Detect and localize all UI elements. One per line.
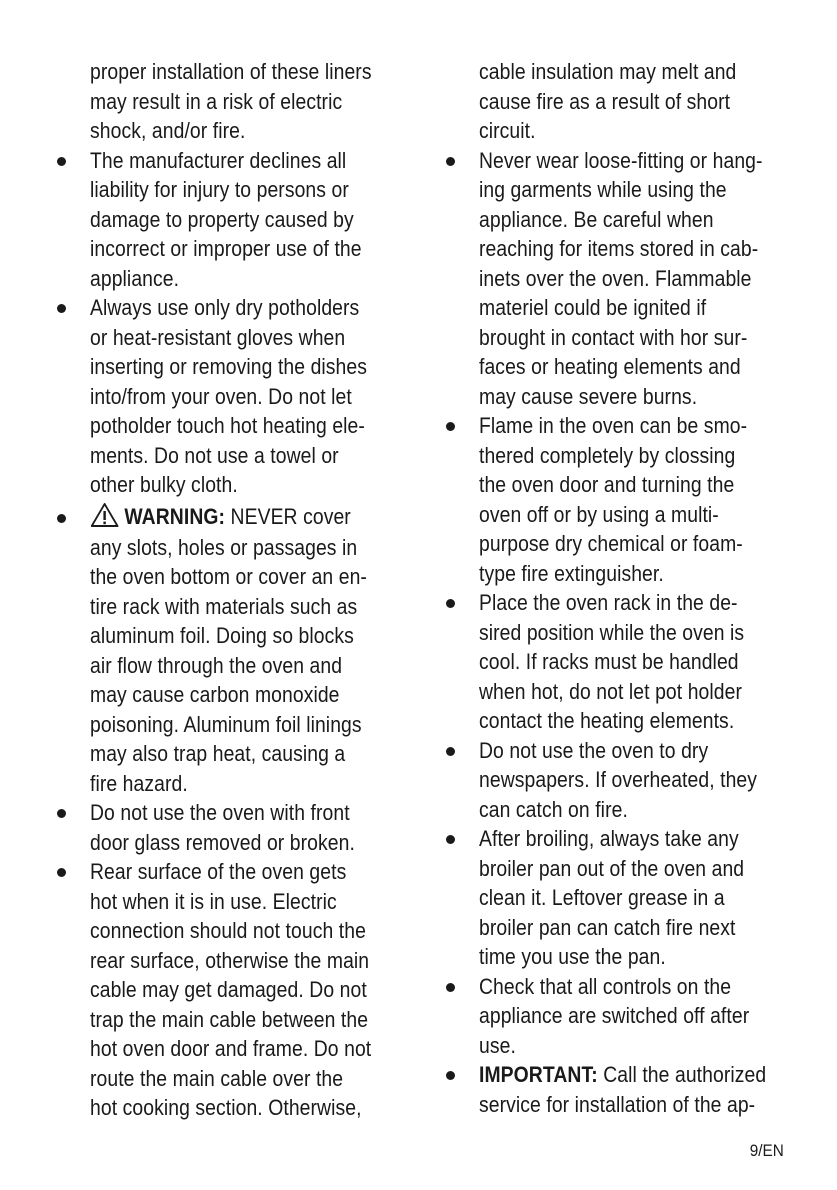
bullet-icon xyxy=(57,514,66,523)
list-item xyxy=(441,736,801,825)
warning-label: WARNING: xyxy=(124,503,226,529)
text-line: Rear surface of the oven gets xyxy=(90,859,347,884)
text-line: inserting or removing the dishes xyxy=(90,354,368,379)
list-item xyxy=(52,293,407,500)
bullet-icon xyxy=(446,835,455,844)
text-line: the oven bottom or cover an en- xyxy=(90,564,367,589)
page-number: 9/EN xyxy=(749,1141,784,1160)
bullet-icon xyxy=(57,304,66,313)
text-line: reaching for items stored in cab- xyxy=(479,236,759,261)
text-line: type fire extinguisher. xyxy=(479,560,664,586)
text-line: tire rack with materials such as xyxy=(90,593,358,619)
text-line: Flame in the oven can be smo- xyxy=(479,413,748,438)
text-line: newspapers. If overheated, they xyxy=(479,767,758,792)
text-line: the oven door and turning the xyxy=(479,472,735,497)
text-line: ing garments while using the xyxy=(479,177,727,202)
warning-text: NEVER cover xyxy=(225,503,351,529)
list-item xyxy=(441,972,801,1061)
text-line: ments. Do not use a towel or xyxy=(90,442,339,468)
text-line: fire hazard. xyxy=(90,770,188,796)
text-line: any slots, holes or passages in xyxy=(90,534,358,560)
text-line: Check that all controls on the xyxy=(479,973,732,999)
list-item xyxy=(441,411,801,588)
text-line: broiler pan can catch fire next xyxy=(479,914,736,940)
text-line: materiel could be ignited if xyxy=(479,295,707,320)
text-line: hot cooking section. Otherwise, xyxy=(90,1095,362,1120)
important-line xyxy=(479,1060,767,1090)
text-line: into/from your oven. Do not let xyxy=(90,383,352,409)
important-text: Call the authorized xyxy=(597,1062,767,1087)
text-line: purpose dry chemical or foam- xyxy=(479,531,743,556)
text-line: appliance are switched off after xyxy=(479,1003,750,1028)
text-line: cool. If racks must be handled xyxy=(479,649,739,674)
text-line: contact the heating elements. xyxy=(479,708,735,733)
text-line: Place the oven rack in the de- xyxy=(479,590,738,615)
text-line: hot oven door and frame. Do not xyxy=(90,1036,372,1061)
text-line: liability for injury to persons or xyxy=(90,177,349,202)
text-line: trap the main cable between the xyxy=(90,1006,369,1032)
text-line: aluminum foil. Doing so blocks xyxy=(90,623,354,648)
bullet-icon xyxy=(446,1071,455,1080)
text-line: cable insulation may melt and xyxy=(479,59,737,84)
text-line: route the main cable over the xyxy=(90,1065,344,1091)
text-line: sired position while the oven is xyxy=(479,619,745,645)
text-line: may result in a risk of electric xyxy=(90,88,343,114)
list-item xyxy=(52,857,407,1123)
text-line: thered completely by clossing xyxy=(479,442,736,468)
text-line: connection should not touch the xyxy=(90,918,366,943)
list-item xyxy=(52,798,407,857)
text-line: broiler pan out of the oven and xyxy=(479,855,745,881)
text-line: can catch on fire. xyxy=(479,796,628,822)
text-line: potholder touch hot heating ele- xyxy=(90,413,365,438)
bullet-icon xyxy=(57,868,66,877)
right-column xyxy=(441,57,801,1119)
text-line: rear surface, otherwise the main xyxy=(90,947,370,973)
text-line: hot when it is in use. Electric xyxy=(90,888,337,914)
text-line: when hot, do not let pot holder xyxy=(479,678,743,704)
text-line: incorrect or improper use of the xyxy=(90,236,362,261)
bullet-icon xyxy=(57,157,66,166)
text-line: clean it. Leftover grease in a xyxy=(479,885,725,910)
text-line: Do not use the oven to dry xyxy=(479,737,709,763)
text-line: cable may get damaged. Do not xyxy=(90,977,367,1002)
text-line: poisoning. Aluminum foil linings xyxy=(90,711,362,737)
text-line: service for installation of the ap- xyxy=(479,1091,756,1117)
list-item xyxy=(441,146,801,412)
text-line: damage to property caused by xyxy=(90,206,354,232)
text-line: oven off or by using a multi- xyxy=(479,501,719,527)
text-line: or heat-resistant gloves when xyxy=(90,324,346,350)
left-column xyxy=(52,57,407,1123)
list-item xyxy=(441,824,801,972)
important-item xyxy=(441,1060,801,1119)
text-line: may cause severe burns. xyxy=(479,383,698,409)
text-line: appliance. xyxy=(90,265,180,291)
text-line: The manufacturer declines all xyxy=(90,147,347,173)
bullet-icon xyxy=(57,809,66,818)
bullet-icon xyxy=(446,422,455,431)
list-item xyxy=(441,588,801,736)
text-line: other bulky cloth. xyxy=(90,472,238,497)
list-item xyxy=(52,146,407,294)
warning-triangle-icon xyxy=(90,502,119,537)
continuation-paragraph xyxy=(52,57,407,146)
text-line: Never wear loose-fitting or hang- xyxy=(479,147,763,173)
text-line: Always use only dry potholders xyxy=(90,295,360,320)
text-line: may cause carbon monoxide xyxy=(90,682,340,707)
text-line: may also trap heat, causing a xyxy=(90,741,346,766)
text-line: time you use the pan. xyxy=(479,944,666,969)
warning-item xyxy=(52,500,407,799)
bullet-icon xyxy=(446,157,455,166)
text-line: Do not use the oven with front xyxy=(90,800,350,825)
warning-line xyxy=(90,500,363,533)
text-line: inets over the oven. Flammable xyxy=(479,265,752,291)
text-line: appliance. Be careful when xyxy=(479,206,714,232)
bullet-icon xyxy=(446,747,455,756)
text-line: faces or heating elements and xyxy=(479,354,741,379)
text-line: circuit. xyxy=(479,118,536,143)
text-line: proper installation of these liners xyxy=(90,59,372,84)
important-label: IMPORTANT: xyxy=(479,1062,598,1087)
text-line: door glass removed or broken. xyxy=(90,829,355,855)
continuation-paragraph xyxy=(441,57,801,146)
text-line: brought in contact with hor sur- xyxy=(479,324,748,350)
bullet-icon xyxy=(446,599,455,608)
bullet-icon xyxy=(446,983,455,992)
text-line: After broiling, always take any xyxy=(479,826,739,851)
text-line: cause fire as a result of short xyxy=(479,88,731,114)
text-line: shock, and/or fire. xyxy=(90,118,246,143)
text-line: air flow through the oven and xyxy=(90,652,343,678)
text-line: use. xyxy=(479,1032,516,1058)
